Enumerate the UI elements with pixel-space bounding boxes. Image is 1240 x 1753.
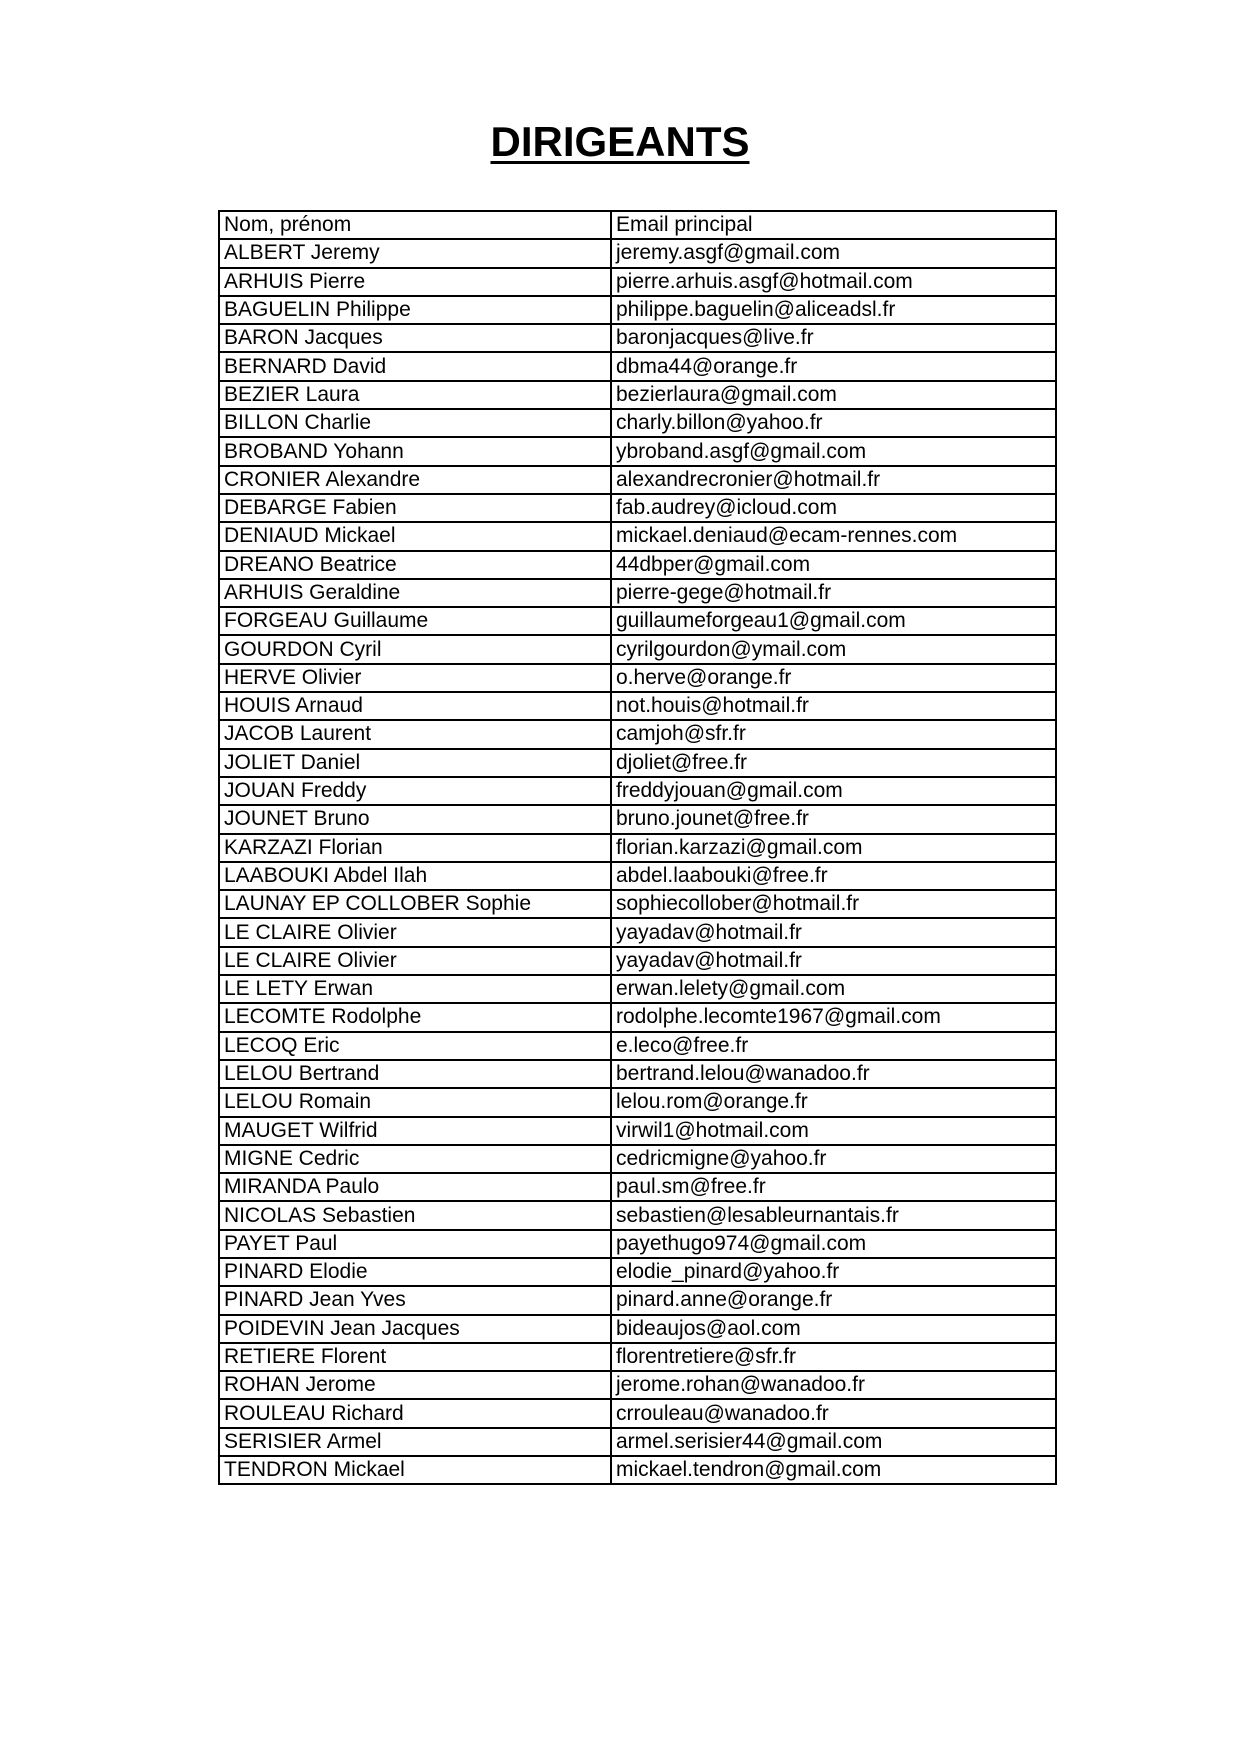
table-row (219, 1343, 1056, 1371)
table-row (219, 437, 1056, 465)
column-header-name: Nom, prénom (219, 211, 611, 239)
table-row (219, 1286, 1056, 1314)
table-row (219, 324, 1056, 352)
cell-name: ROHAN Jerome (219, 1371, 611, 1399)
cell-email: abdel.laabouki@free.fr (611, 862, 1056, 890)
cell-name: HOUIS Arnaud (219, 692, 611, 720)
cell-name: POIDEVIN Jean Jacques (219, 1315, 611, 1343)
cell-name: JOUAN Freddy (219, 777, 611, 805)
table-row (219, 607, 1056, 635)
cell-name: BEZIER Laura (219, 381, 611, 409)
table-row (219, 1258, 1056, 1286)
cell-email: charly.billon@yahoo.fr (611, 409, 1056, 437)
table-row (219, 975, 1056, 1003)
table-row (219, 409, 1056, 437)
cell-name: MIRANDA Paulo (219, 1173, 611, 1201)
table-row (219, 862, 1056, 890)
table-row (219, 1201, 1056, 1229)
table-row (219, 494, 1056, 522)
cell-name: ROULEAU Richard (219, 1399, 611, 1427)
cell-email: philippe.baguelin@aliceadsl.fr (611, 296, 1056, 324)
cell-name: LAUNAY EP COLLOBER Sophie (219, 890, 611, 918)
table-row (219, 805, 1056, 833)
table-row (219, 890, 1056, 918)
table-row (219, 1315, 1056, 1343)
cell-name: DREANO Beatrice (219, 551, 611, 579)
cell-email: payethugo974@gmail.com (611, 1230, 1056, 1258)
cell-email: elodie_pinard@yahoo.fr (611, 1258, 1056, 1286)
cell-name: LELOU Bertrand (219, 1060, 611, 1088)
cell-name: LECOMTE Rodolphe (219, 1003, 611, 1031)
cell-email: ybroband.asgf@gmail.com (611, 437, 1056, 465)
cell-email: dbma44@orange.fr (611, 352, 1056, 380)
cell-name: KARZAZI Florian (219, 834, 611, 862)
cell-name: PINARD Elodie (219, 1258, 611, 1286)
cell-email: florentretiere@sfr.fr (611, 1343, 1056, 1371)
table-row (219, 635, 1056, 663)
cell-email: cedricmigne@yahoo.fr (611, 1145, 1056, 1173)
page-title (0, 116, 1240, 168)
cell-email: djoliet@free.fr (611, 749, 1056, 777)
cell-email: sophiecollober@hotmail.fr (611, 890, 1056, 918)
table-row (219, 352, 1056, 380)
cell-email: e.leco@free.fr (611, 1032, 1056, 1060)
cell-email: paul.sm@free.fr (611, 1173, 1056, 1201)
directory-table-body (219, 211, 1056, 1484)
cell-email: mickael.tendron@gmail.com (611, 1456, 1056, 1484)
table-row (219, 1145, 1056, 1173)
table-row (219, 834, 1056, 862)
cell-email: cyrilgourdon@ymail.com (611, 635, 1056, 663)
cell-email: sebastien@lesableurnantais.fr (611, 1201, 1056, 1229)
table-row (219, 1117, 1056, 1145)
cell-name: PINARD Jean Yves (219, 1286, 611, 1314)
cell-name: DENIAUD Mickael (219, 522, 611, 550)
cell-email: bideaujos@aol.com (611, 1315, 1056, 1343)
table-row (219, 692, 1056, 720)
cell-name: CRONIER Alexandre (219, 466, 611, 494)
cell-name: LE LETY Erwan (219, 975, 611, 1003)
table-row (219, 749, 1056, 777)
cell-name: LELOU Romain (219, 1088, 611, 1116)
cell-email: o.herve@orange.fr (611, 664, 1056, 692)
table-row (219, 579, 1056, 607)
table-row (219, 1060, 1056, 1088)
cell-name: MIGNE Cedric (219, 1145, 611, 1173)
directory-table (218, 210, 1057, 1485)
cell-email: pinard.anne@orange.fr (611, 1286, 1056, 1314)
table-row (219, 1003, 1056, 1031)
cell-name: ALBERT Jeremy (219, 239, 611, 267)
table-row (219, 296, 1056, 324)
cell-name: BARON Jacques (219, 324, 611, 352)
table-row (219, 664, 1056, 692)
cell-name: RETIERE Florent (219, 1343, 611, 1371)
cell-name: JOLIET Daniel (219, 749, 611, 777)
cell-email: lelou.rom@orange.fr (611, 1088, 1056, 1116)
cell-email: armel.serisier44@gmail.com (611, 1428, 1056, 1456)
table-row (219, 1456, 1056, 1484)
cell-email: alexandrecronier@hotmail.fr (611, 466, 1056, 494)
cell-name: GOURDON Cyril (219, 635, 611, 663)
table-row (219, 1428, 1056, 1456)
cell-name: BILLON Charlie (219, 409, 611, 437)
cell-email: virwil1@hotmail.com (611, 1117, 1056, 1145)
table-row (219, 1173, 1056, 1201)
cell-name: LE CLAIRE Olivier (219, 947, 611, 975)
cell-name: BROBAND Yohann (219, 437, 611, 465)
cell-email: crrouleau@wanadoo.fr (611, 1399, 1056, 1427)
cell-name: LE CLAIRE Olivier (219, 918, 611, 946)
cell-email: pierre.arhuis.asgf@hotmail.com (611, 268, 1056, 296)
cell-name: SERISIER Armel (219, 1428, 611, 1456)
cell-email: fab.audrey@icloud.com (611, 494, 1056, 522)
cell-name: MAUGET Wilfrid (219, 1117, 611, 1145)
cell-name: ARHUIS Geraldine (219, 579, 611, 607)
cell-name: ARHUIS Pierre (219, 268, 611, 296)
table-row (219, 918, 1056, 946)
table-row (219, 268, 1056, 296)
table-row (219, 239, 1056, 267)
cell-email: camjoh@sfr.fr (611, 720, 1056, 748)
cell-name: HERVE Olivier (219, 664, 611, 692)
cell-email: jerome.rohan@wanadoo.fr (611, 1371, 1056, 1399)
cell-name: JOUNET Bruno (219, 805, 611, 833)
cell-name: DEBARGE Fabien (219, 494, 611, 522)
cell-email: yayadav@hotmail.fr (611, 947, 1056, 975)
cell-email: pierre-gege@hotmail.fr (611, 579, 1056, 607)
table-row (219, 381, 1056, 409)
cell-name: NICOLAS Sebastien (219, 1201, 611, 1229)
cell-name: LECOQ Eric (219, 1032, 611, 1060)
cell-name: BAGUELIN Philippe (219, 296, 611, 324)
table-header-row (219, 211, 1056, 239)
cell-email: jeremy.asgf@gmail.com (611, 239, 1056, 267)
table-row (219, 551, 1056, 579)
cell-name: BERNARD David (219, 352, 611, 380)
table-row (219, 947, 1056, 975)
cell-email: mickael.deniaud@ecam-rennes.com (611, 522, 1056, 550)
table-row (219, 777, 1056, 805)
cell-email: not.houis@hotmail.fr (611, 692, 1056, 720)
table-row (219, 1032, 1056, 1060)
cell-email: baronjacques@live.fr (611, 324, 1056, 352)
cell-email: rodolphe.lecomte1967@gmail.com (611, 1003, 1056, 1031)
cell-name: TENDRON Mickael (219, 1456, 611, 1484)
column-header-email: Email principal (611, 211, 1056, 239)
cell-email: bruno.jounet@free.fr (611, 805, 1056, 833)
cell-email: erwan.lelety@gmail.com (611, 975, 1056, 1003)
table-row (219, 1371, 1056, 1399)
cell-name: LAABOUKI Abdel Ilah (219, 862, 611, 890)
table-row (219, 522, 1056, 550)
cell-email: bertrand.lelou@wanadoo.fr (611, 1060, 1056, 1088)
cell-email: yayadav@hotmail.fr (611, 918, 1056, 946)
table-row (219, 1230, 1056, 1258)
cell-email: freddyjouan@gmail.com (611, 777, 1056, 805)
cell-email: 44dbper@gmail.com (611, 551, 1056, 579)
table-row (219, 1088, 1056, 1116)
table-row (219, 1399, 1056, 1427)
table-row (219, 720, 1056, 748)
table-row (219, 466, 1056, 494)
cell-email: guillaumeforgeau1@gmail.com (611, 607, 1056, 635)
cell-name: JACOB Laurent (219, 720, 611, 748)
cell-name: PAYET Paul (219, 1230, 611, 1258)
cell-email: florian.karzazi@gmail.com (611, 834, 1056, 862)
page-title-text: DIRIGEANTS (490, 118, 750, 165)
cell-email: bezierlaura@gmail.com (611, 381, 1056, 409)
cell-name: FORGEAU Guillaume (219, 607, 611, 635)
